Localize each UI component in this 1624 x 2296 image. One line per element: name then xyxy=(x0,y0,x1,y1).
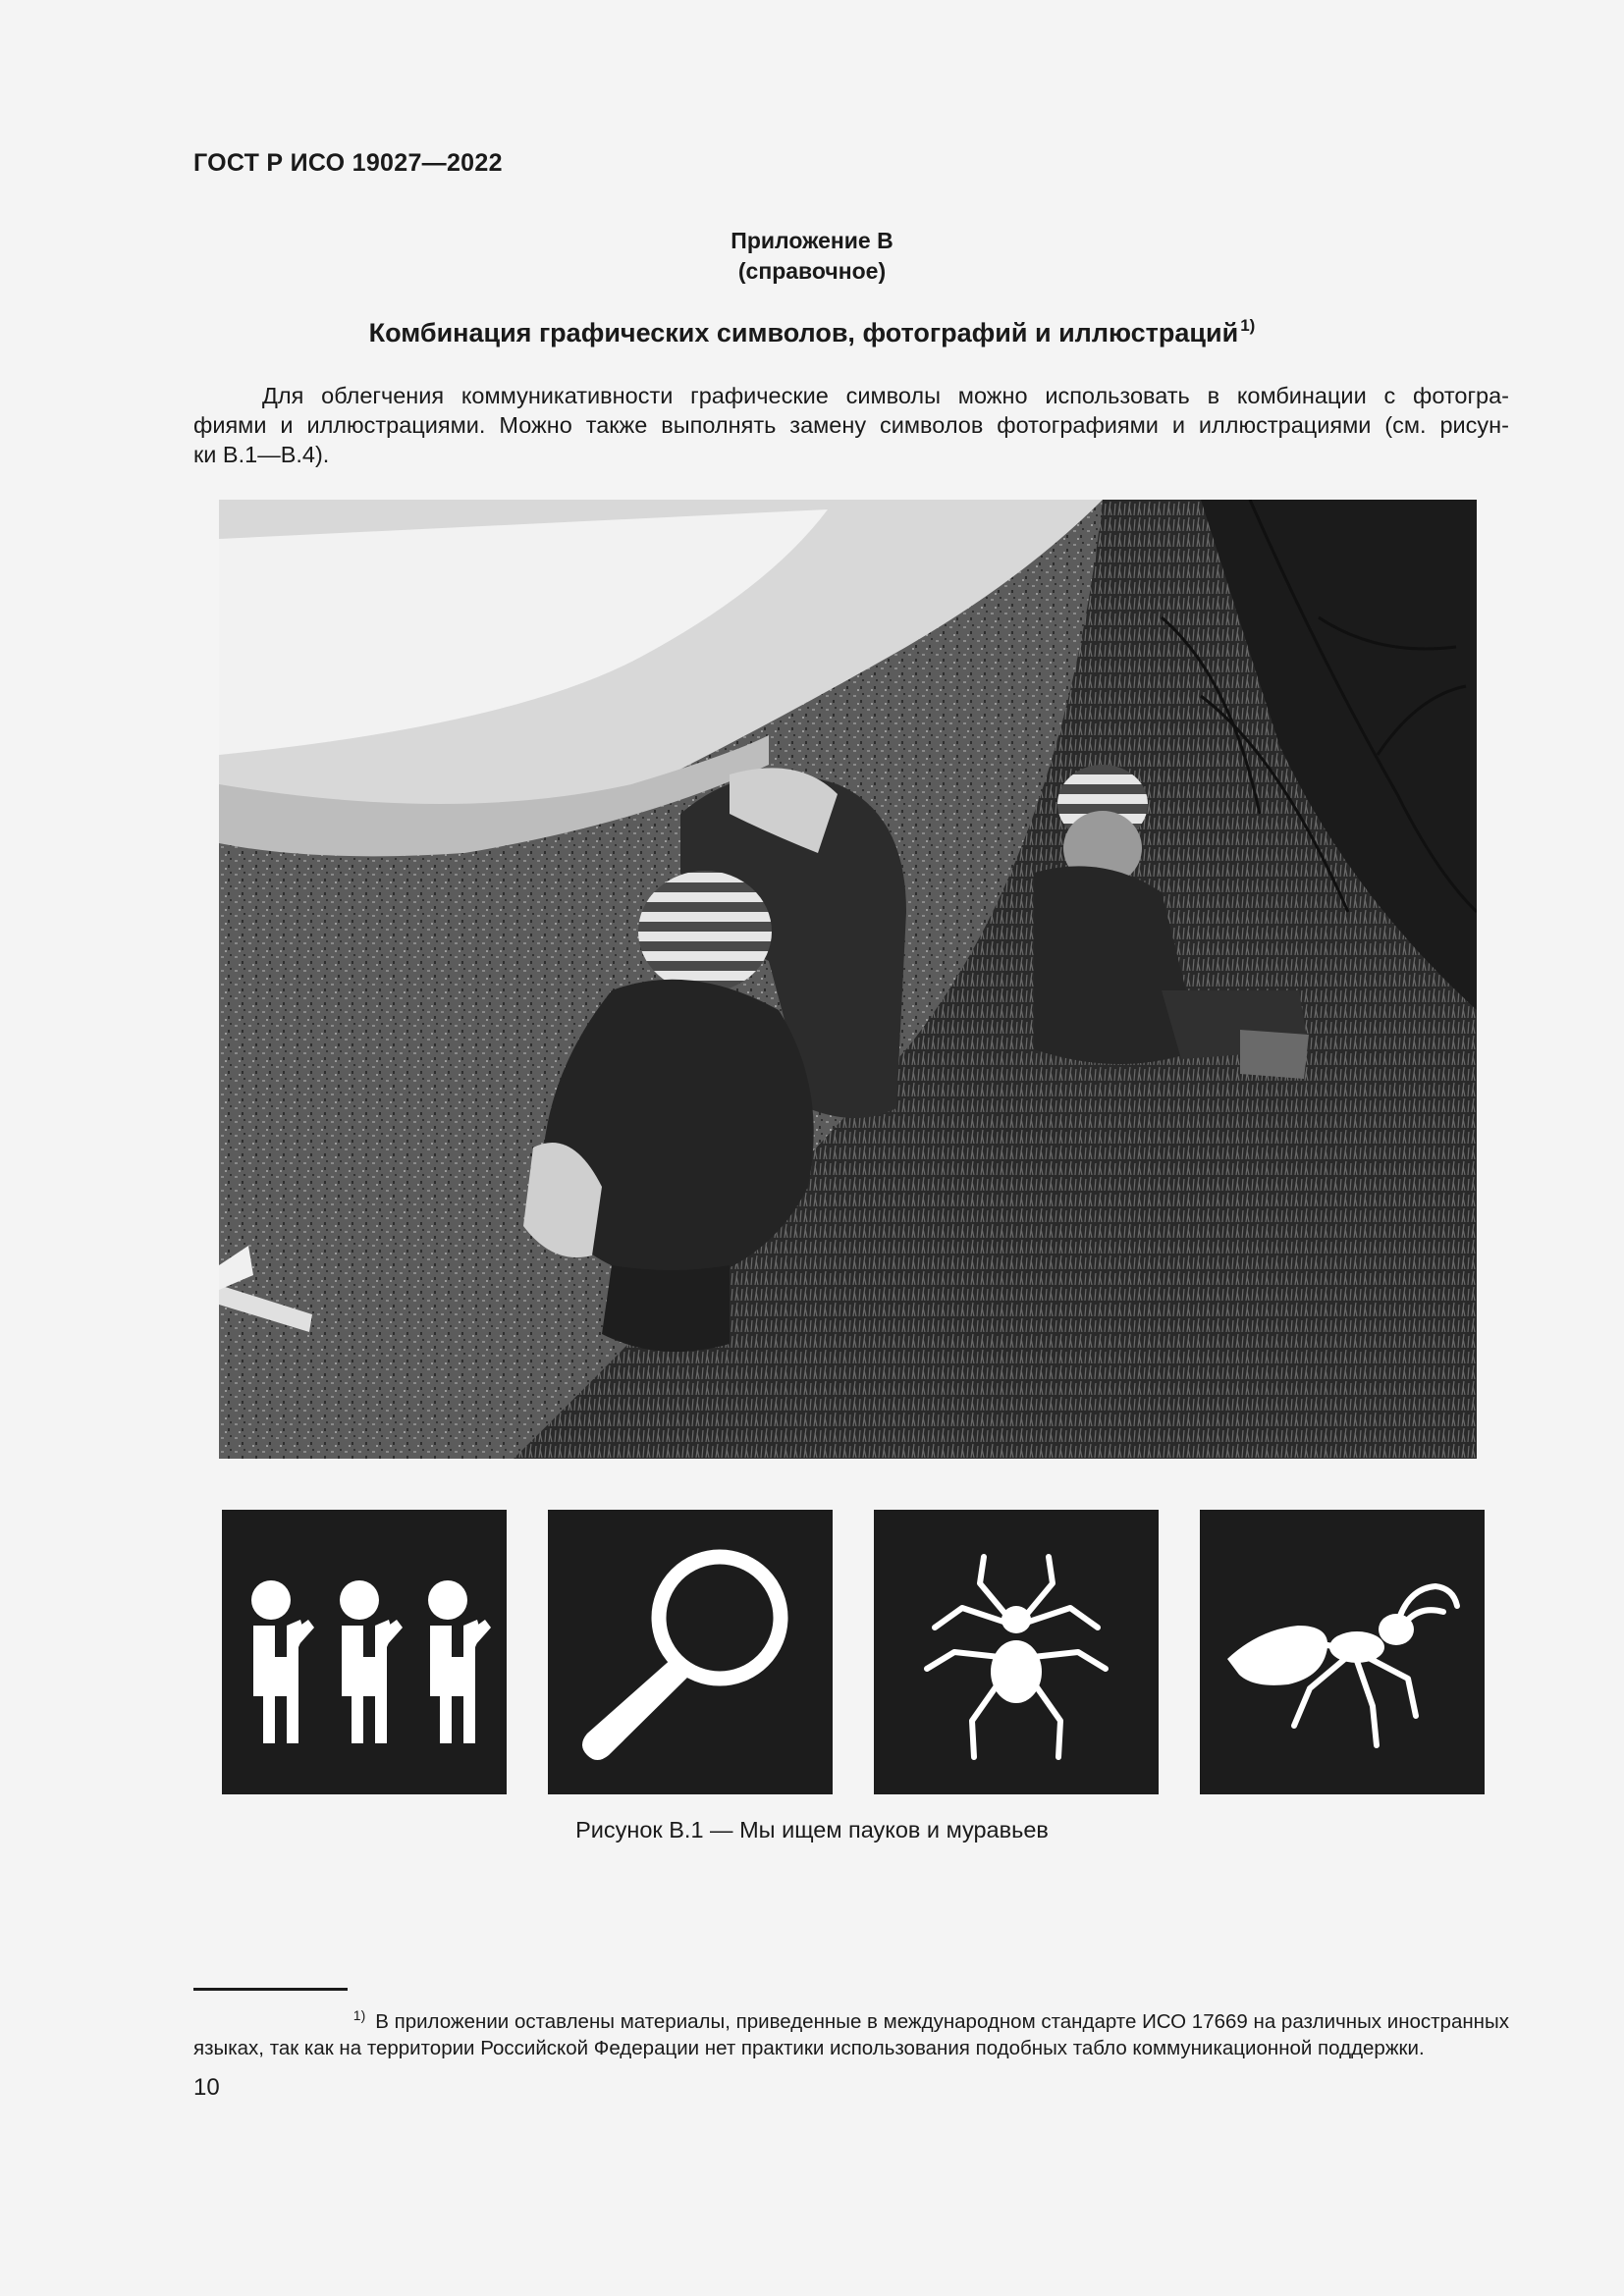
symbol-three-people xyxy=(222,1510,507,1794)
symbol-ant xyxy=(1200,1510,1485,1794)
spider-icon xyxy=(874,1510,1159,1794)
appendix-title: Приложение В xyxy=(731,228,893,253)
symbol-magnifying-glass xyxy=(548,1510,833,1794)
document-code-header: ГОСТ Р ИСО 19027—2022 xyxy=(193,149,503,177)
figure-caption: Рисунок В.1 — Мы ищем пауков и муравьев xyxy=(575,1817,1049,1842)
paragraph-line-1-text: Для облегчения коммуникативности графические символы можно использовать в комбинации с фотогра- xyxy=(262,383,1509,408)
symbol-spider xyxy=(874,1510,1159,1794)
magnifying-glass-icon xyxy=(548,1510,833,1794)
photo-children-searching xyxy=(219,500,1477,1459)
heading-text: Комбинация графических символов, фотографий и иллюстраций xyxy=(368,318,1239,347)
footnote-line-1-text: В приложении оставлены материалы, приведенные в международном стандарте ИСО 17669 на различных иностранных xyxy=(375,2010,1509,2033)
footnote-separator xyxy=(193,1988,348,1991)
page-number: 10 xyxy=(193,2074,220,2101)
paragraph-line-1 xyxy=(193,381,1509,410)
three-people-talking-icon xyxy=(222,1510,507,1794)
footnote-line-2: языках, так как на территории Российской Федерации нет практики использования подобных табло коммуникационной поддержки. xyxy=(193,2037,1425,2059)
footnote-reference[interactable]: 1) xyxy=(1240,316,1256,335)
footnote-mark: 1) xyxy=(352,2007,366,2023)
footnote-line-1 xyxy=(193,2001,1509,2037)
paragraph-line-2: фиями и иллюстрациями. Можно также выполнять замену символов фотографиями и иллюстрациями (см. рисун- xyxy=(193,412,1509,438)
appendix-subtitle: (справочное) xyxy=(737,258,887,284)
paragraph-line-3: ки В.1—В.4). xyxy=(193,442,330,467)
ant-icon xyxy=(1200,1510,1485,1794)
appendix-heading xyxy=(0,316,1624,348)
